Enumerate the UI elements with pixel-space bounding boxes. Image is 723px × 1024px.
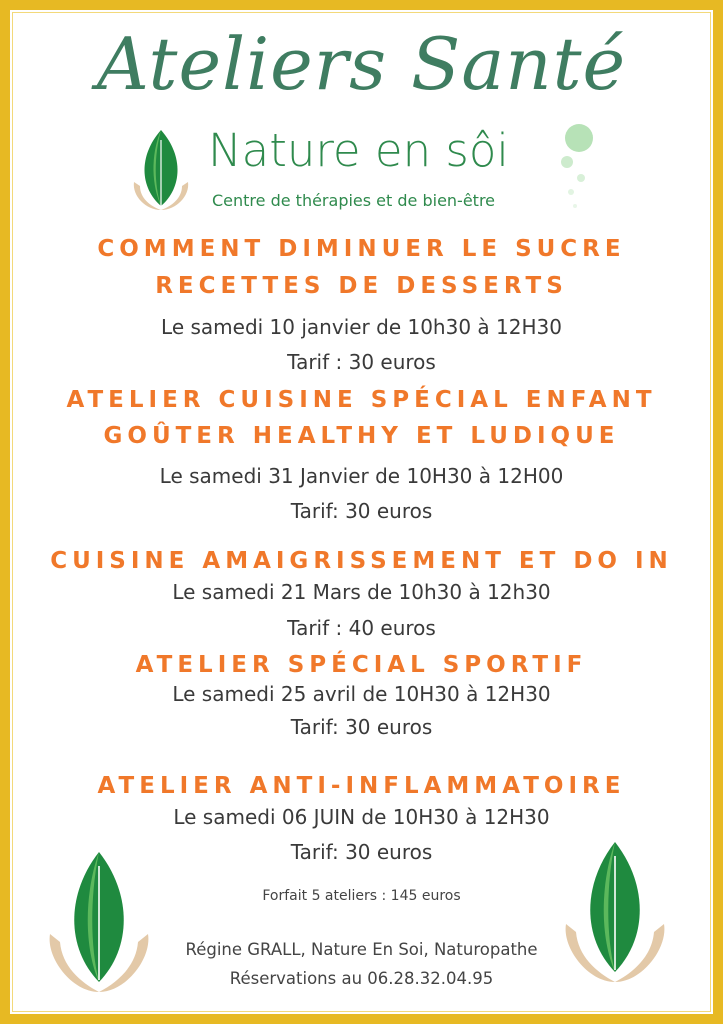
bubbles-decoration-icon: [555, 122, 605, 212]
workshop-2-price: Tarif: 30 euros: [290, 499, 433, 523]
workshop-2-heading-line-1: ATELIER CUISINE SPÉCIAL ENFANT: [66, 387, 657, 413]
workshop-4-date: Le samedi 25 avril de 10H30 à 12H30: [172, 682, 551, 706]
workshop-4-price: Tarif: 30 euros: [290, 715, 433, 739]
workshop-1-heading-line-2: RECETTES DE DESSERTS: [155, 273, 568, 299]
workshop-1-heading-line-1: COMMENT DIMINUER LE SUCRE: [97, 236, 626, 262]
workshop-2-heading-line-2: GOÛTER HEALTHY ET LUDIQUE: [103, 423, 620, 449]
leaf-hands-icon-right: [560, 838, 670, 988]
leaf-hands-logo-icon: [128, 126, 194, 216]
workshop-1-date: Le samedi 10 janvier de 10h30 à 12H30: [161, 315, 562, 339]
brand-name: Nature en sôi: [208, 124, 509, 177]
workshop-3-date: Le samedi 21 Mars de 10h30 à 12h30: [172, 580, 551, 604]
workshop-1-price: Tarif : 30 euros: [287, 350, 436, 374]
workshop-3-price: Tarif : 40 euros: [287, 616, 436, 640]
workshop-4-heading: ATELIER SPÉCIAL SPORTIF: [135, 652, 588, 678]
contact-name: Régine GRALL, Nature En Soi, Naturopathe: [185, 940, 538, 959]
workshop-3-heading: CUISINE AMAIGRISSEMENT ET DO IN: [50, 548, 673, 574]
contact-reservation: Réservations au 06.28.32.04.95: [229, 969, 494, 988]
workshop-2-date: Le samedi 31 Janvier de 10H30 à 12H00: [159, 464, 564, 488]
workshop-5-heading: ATELIER ANTI-INFLAMMATOIRE: [97, 773, 626, 799]
package-price: Forfait 5 ateliers : 145 euros: [262, 888, 461, 904]
page-title: Ateliers Santé: [96, 22, 627, 106]
workshop-5-date: Le samedi 06 JUIN de 10H30 à 12H30: [173, 805, 550, 829]
brand-tagline: Centre de thérapies et de bien-être: [212, 191, 496, 210]
workshop-5-price: Tarif: 30 euros: [290, 840, 433, 864]
leaf-hands-icon-left: [44, 848, 154, 998]
